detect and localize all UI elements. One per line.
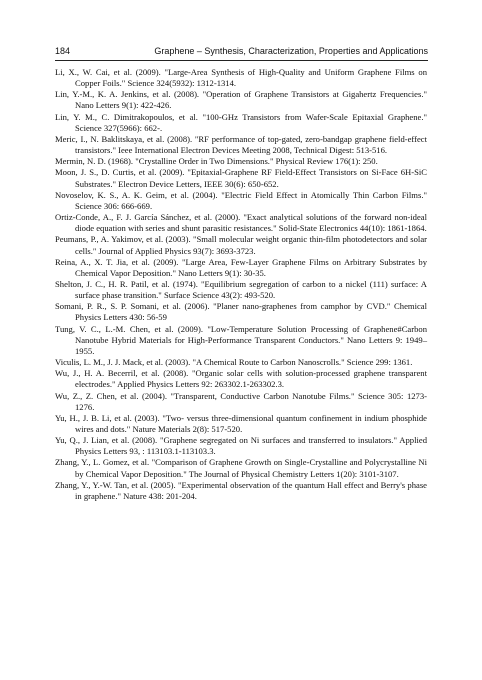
running-title: Graphene – Synthesis, Characterization, Properties and Applications bbox=[154, 46, 428, 56]
page-header bbox=[55, 46, 428, 56]
reference-item: Reina, A., X. T. Jia, et al. (2009). "Large Area, Few-Layer Graphene Films on Arbitrary Substrates by Chemical Vapor Deposition." Nano Letters 9(1): 30-35. bbox=[55, 256, 427, 278]
reference-item: Peumans, P., A. Yakimov, et al. (2003). "Small molecular weight organic thin-film photodetectors and solar cells." Journal of Applied Physics 93(7): 3693-3723. bbox=[55, 234, 427, 256]
page-number: 184 bbox=[55, 46, 71, 56]
reference-item: Tung, V. C., L.-M. Chen, et al. (2009). "Low-Temperature Solution Processing of Graphene#Carbon Nanotube Hybrid Materials for High-Performance Transparent Conductors." Nano Letters 9: 1949–1955. bbox=[55, 323, 427, 356]
header-divider bbox=[55, 60, 428, 61]
reference-item: Moon, J. S., D. Curtis, et al. (2009). "Epitaxial-Graphene RF Field-Effect Transistors on Si-Face 6H-SiC Substrates." Electron Device Letters, IEEE 30(6): 650-652. bbox=[55, 167, 427, 189]
reference-list bbox=[55, 67, 427, 502]
reference-item: Lin, Y. M., C. Dimitrakopoulos, et al. "100-GHz Transistors from Wafer-Scale Epitaxial Graphene." Science 327(5966): 662-. bbox=[55, 111, 427, 133]
reference-item: Lin, Y.-M., K. A. Jenkins, et al. (2008). "Operation of Graphene Transistors at Gigahertz Frequencies." Nano Letters 9(1): 422-426. bbox=[55, 89, 427, 111]
reference-item: Wu, J., H. A. Becerril, et al. (2008). "Organic solar cells with solution-processed graphene transparent electrodes." Applied Physics Letters 92: 263302.1-263302.3. bbox=[55, 368, 427, 390]
reference-item: Shelton, J. C., H. R. Patil, et al. (1974). "Equilibrium segregation of carbon to a nickel (111) surface: A surface phase transition." Surface Science 43(2): 493-520. bbox=[55, 278, 427, 301]
reference-item: Wu, Z., Z. Chen, et al. (2004). "Transparent, Conductive Carbon Nanotube Films." Science 305: 1273-1276. bbox=[55, 390, 427, 412]
reference-item: Ortiz-Conde, A., F. J. García Sánchez, et al. (2000). "Exact analytical solutions of the forward non-ideal diode equation with series and shunt parasitic resistances." Solid-State Electronics 44(10): 1861-1864. bbox=[55, 212, 427, 234]
reference-item: Novoselov, K. S., A. K. Geim, et al. (2004). "Electric Field Effect in Atomically Thin Carbon Films." Science 306: 666-669. bbox=[55, 189, 427, 211]
reference-item: Yu, Q., J. Lian, et al. (2008). "Graphene segregated on Ni surfaces and transferred to insulators." Applied Physics Letters 93, : 113103.1-113103.3. bbox=[55, 435, 427, 457]
reference-item: Zhang, Y., Y.-W. Tan, et al. (2005). "Experimental observation of the quantum Hall effect and Berry's phase in graphene." Nature 438: 201-204. bbox=[55, 479, 427, 501]
reference-item: Viculis, L. M., J. J. Mack, et al. (2003). "A Chemical Route to Carbon Nanoscrolls." Science 299: 1361. bbox=[55, 357, 413, 368]
reference-item: Somani, P. R., S. P. Somani, et al. (2006). "Planer nano-graphenes from camphor by CVD." Chemical Physics Letters 430: 56-59 bbox=[55, 301, 427, 323]
reference-item: Meric, I., N. Baklitskaya, et al. (2008). "RF performance of top-gated, zero-bandgap graphene field-effect transistors." Ieee International Electron Devices Meeting 2008, Technical Digest: 513-516. bbox=[55, 133, 427, 156]
reference-item: Li, X., W. Cai, et al. (2009). "Large-Area Synthesis of High-Quality and Uniform Graphene Films on Copper Foils." Science 324(5932): 1312-1314. bbox=[55, 67, 427, 89]
reference-item: Mermin, N. D. (1968). "Crystalline Order in Two Dimensions." Physical Review 176(1): 250. bbox=[55, 156, 378, 167]
reference-item: Yu, H., J. B. Li, et al. (2003). "Two- versus three-dimensional quantum confinement in indium phosphide wires and dots." Nature Materials 2(8): 517-520. bbox=[55, 412, 427, 434]
reference-item: Zhang, Y., L. Gomez, et al. "Comparison of Graphene Growth on Single-Crystalline and Polycrystalline Ni by Chemical Vapor Deposition." The Journal of Physical Chemistry Letters 1(20): 3101-3107. bbox=[55, 457, 427, 479]
